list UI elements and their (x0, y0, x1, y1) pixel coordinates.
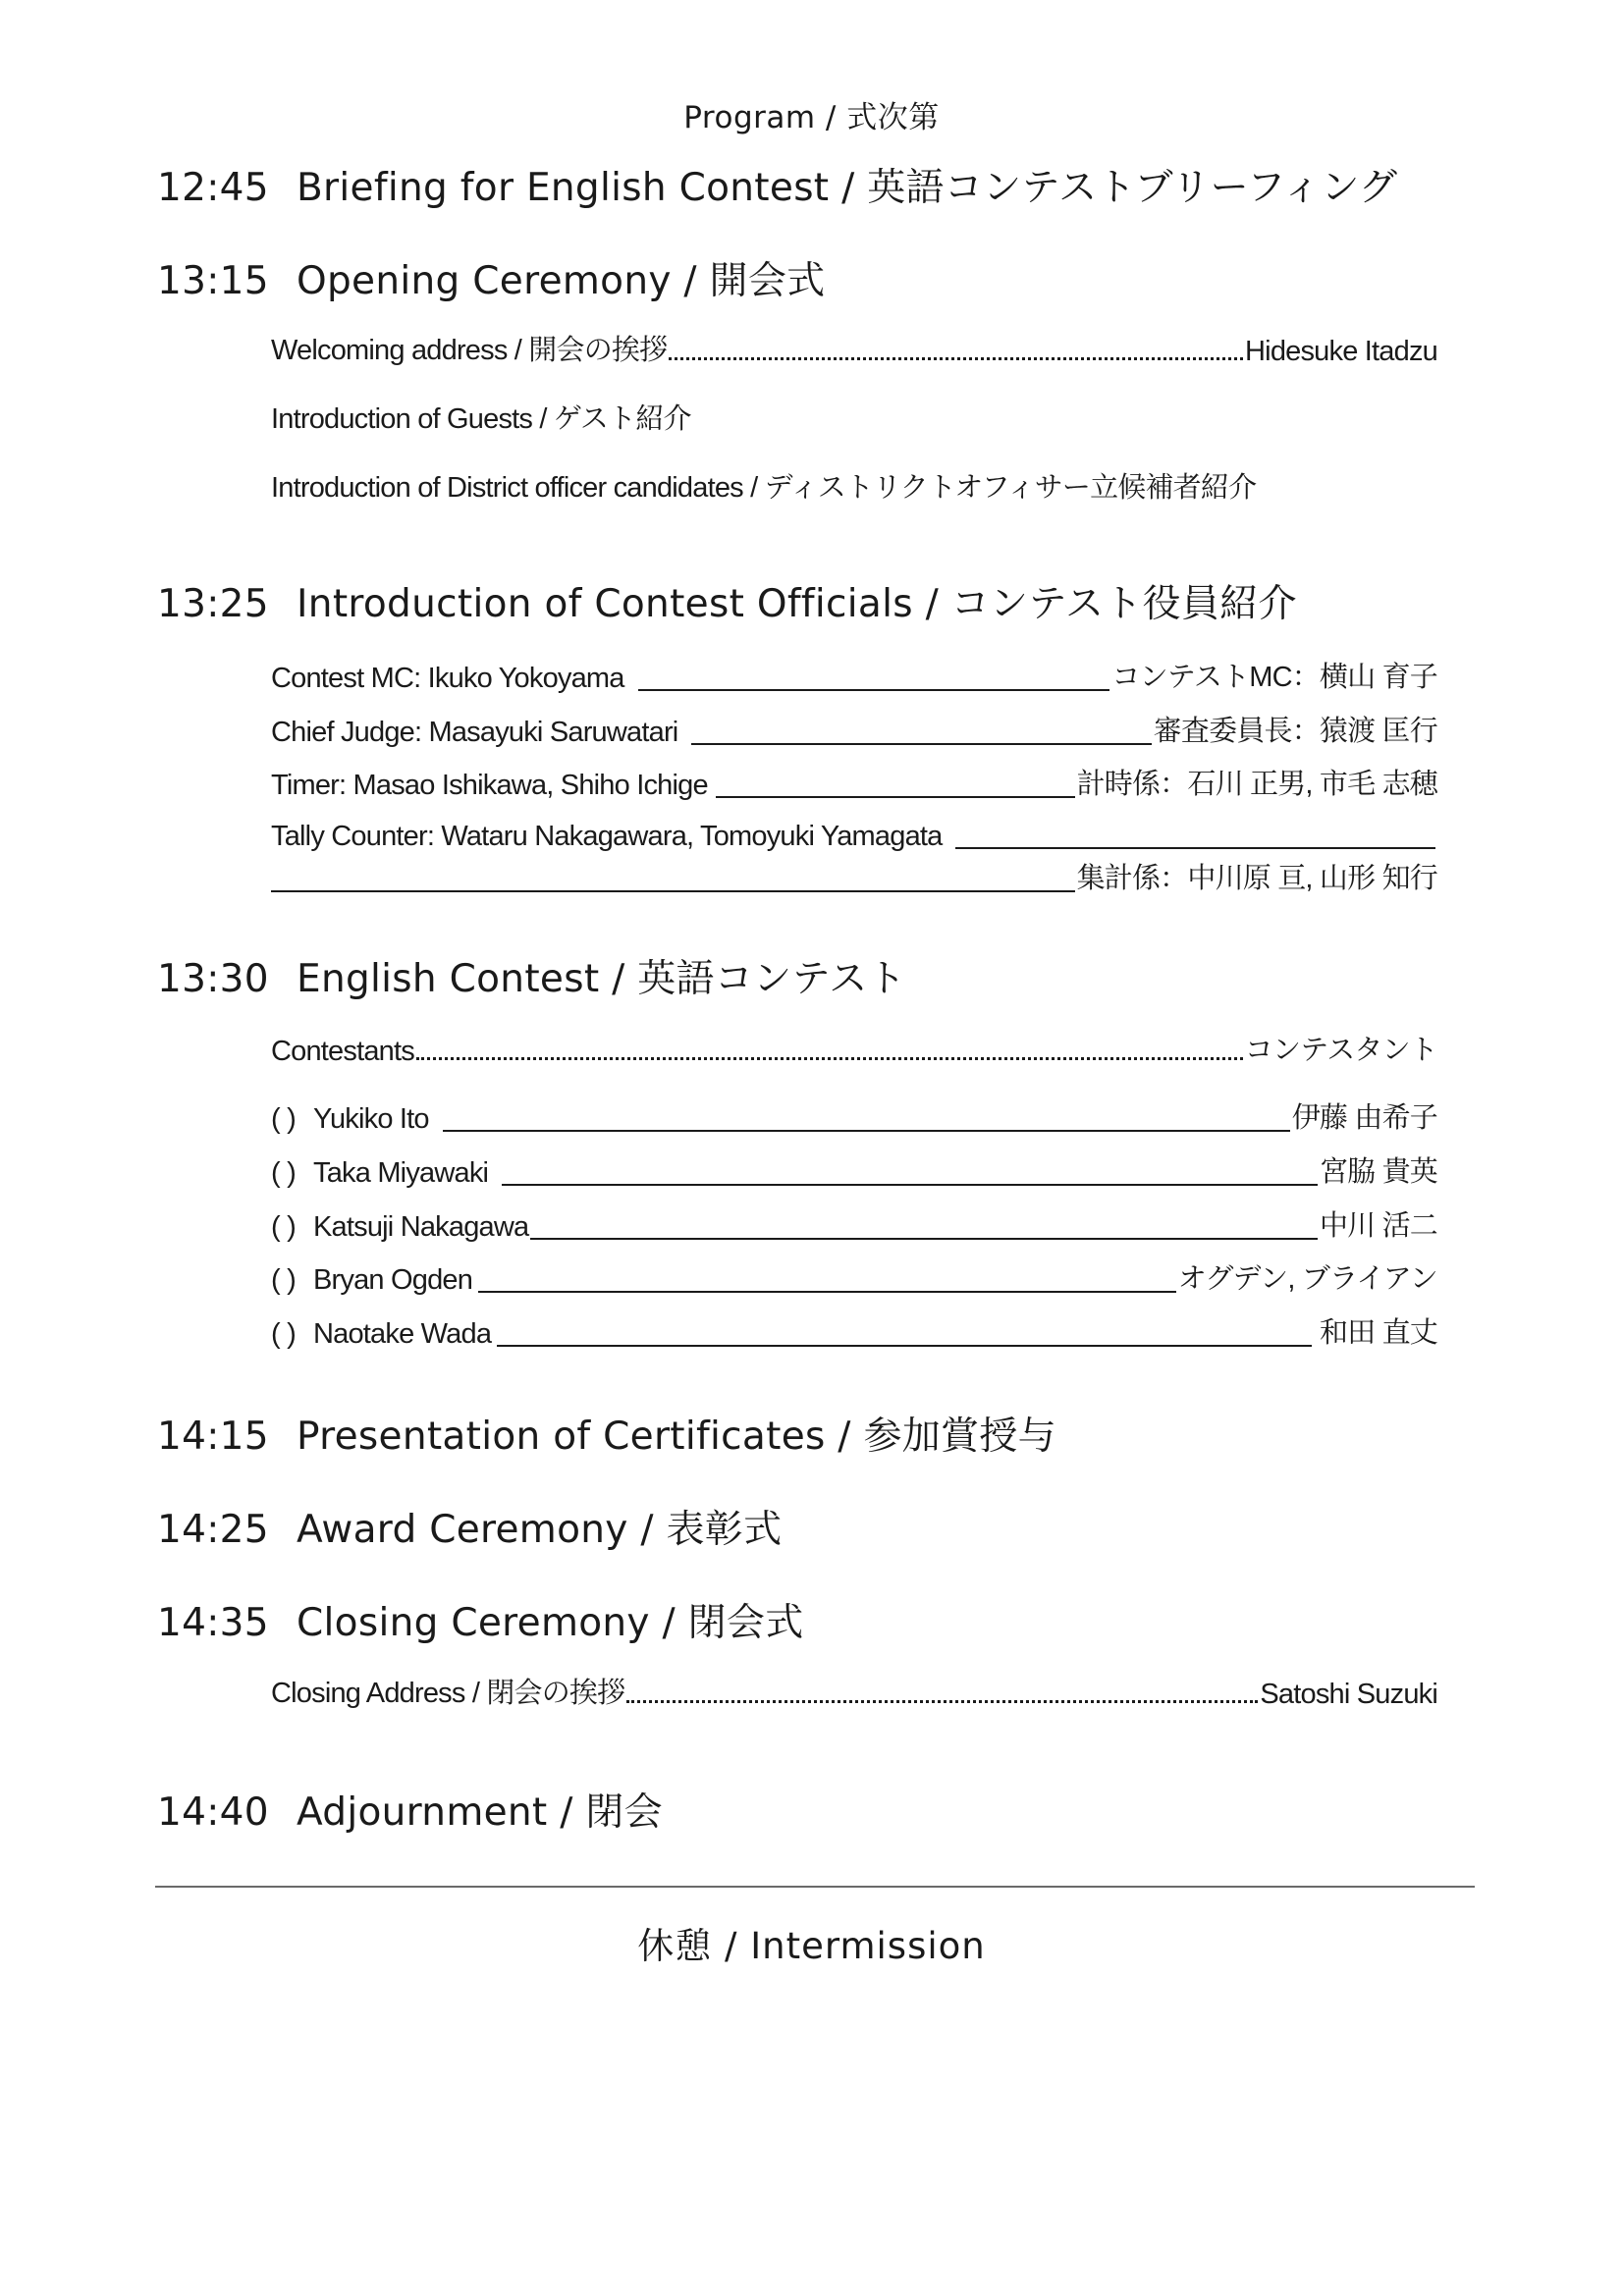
section-time: 13:25 (157, 582, 269, 626)
dot-leader (669, 357, 1243, 360)
rule-leader (955, 847, 1435, 849)
contestant-name-jp: 和田 直丈 (1319, 1317, 1437, 1349)
contestant-row (271, 1096, 1437, 1136)
section-time: 14:25 (157, 1508, 269, 1552)
contestant-name-jp: 中川 活二 (1319, 1210, 1437, 1242)
section-contest-officials (157, 573, 1297, 628)
official-en: Chief Judge: Masayuki Saruwatari (271, 717, 678, 748)
section-adjournment (157, 1782, 663, 1837)
item-label: Introduction of District officer candidates / ディストリクトオフィサー立候補者紹介 (271, 472, 1257, 504)
intermission-label: 休憩 / Intermission (637, 1925, 986, 1967)
closing-address-line (271, 1672, 1437, 1711)
contestant-name: Taka Miyawaki (313, 1157, 489, 1189)
item-label: Introduction of Guests / ゲスト紹介 (271, 403, 691, 435)
item-label: Closing Address / 閉会の挨拶 (271, 1678, 625, 1709)
page-title: Program / 式次第 (683, 100, 940, 135)
rank-blank: ( ) (271, 1318, 296, 1350)
contestants-label: Contestants (271, 1036, 414, 1067)
contestant-row (271, 1311, 1437, 1351)
contestant-name: Naotake Wada (313, 1318, 492, 1350)
section-certificates (157, 1406, 1056, 1461)
contestant-name: Bryan Ogden (313, 1264, 473, 1296)
section-opening-ceremony (157, 250, 825, 305)
rule-leader (502, 1184, 1318, 1186)
section-label: Introduction of Contest Officials / コンテスト役員紹介 (297, 582, 1297, 626)
guests-line (271, 398, 1437, 437)
contestant-row (271, 1150, 1437, 1190)
welcoming-address-line (271, 329, 1437, 368)
rank-blank: ( ) (271, 1211, 296, 1243)
item-person: Satoshi Suzuki (1260, 1679, 1437, 1710)
item-person: Hidesuke Itadzu (1245, 336, 1437, 367)
contestants-label-jp: コンテスタント (1244, 1035, 1437, 1066)
rank-blank: ( ) (271, 1103, 296, 1135)
official-row (271, 763, 1437, 802)
section-time: 13:15 (157, 259, 269, 303)
official-jp: コンテストMC：横山 育子 (1111, 662, 1437, 693)
divider (155, 1886, 1475, 1888)
dot-leader (626, 1700, 1258, 1703)
official-en: Tally Counter: Wataru Nakagawara, Tomoyuki Yamagata (271, 821, 943, 852)
contestant-row (271, 1257, 1437, 1297)
official-row-tally-en (271, 814, 1437, 853)
rule-leader (638, 689, 1110, 691)
official-jp: 審査委員長：猿渡 匡行 (1153, 716, 1437, 747)
section-english-contest (157, 948, 906, 1003)
section-time: 14:40 (157, 1790, 269, 1835)
section-award-ceremony (157, 1499, 782, 1554)
rank-blank: ( ) (271, 1264, 296, 1296)
official-jp: 集計係：中川原 亘, 山形 知行 (1076, 863, 1437, 894)
rule-leader (478, 1291, 1176, 1293)
section-closing-ceremony (157, 1592, 804, 1647)
section-time: 13:30 (157, 957, 269, 1001)
official-row (271, 710, 1437, 749)
rule-leader (443, 1130, 1290, 1132)
official-en: Contest MC: Ikuko Yokoyama (271, 663, 624, 694)
official-row (271, 656, 1437, 695)
contestant-name-jp: 宮脇 貴英 (1319, 1156, 1437, 1188)
contestant-name: Yukiko Ito (313, 1103, 429, 1135)
contestants-header (271, 1029, 1437, 1068)
rank-blank: ( ) (271, 1157, 296, 1189)
rule-leader (271, 890, 1075, 892)
section-label: Adjournment / 閉会 (297, 1790, 663, 1835)
section-time: 14:35 (157, 1601, 269, 1645)
official-row-tally-jp (271, 857, 1437, 896)
section-briefing (157, 157, 1397, 212)
item-label: Welcoming address / 開会の挨拶 (271, 335, 668, 366)
section-label: Opening Ceremony / 開会式 (297, 259, 826, 303)
contestant-name: Katsuji Nakagawa (313, 1211, 529, 1243)
section-time: 12:45 (157, 166, 269, 210)
section-time: 14:15 (157, 1415, 269, 1459)
section-label: Presentation of Certificates / 参加賞授与 (297, 1415, 1056, 1459)
contestant-name-jp: オグデン, ブライアン (1177, 1263, 1437, 1295)
rule-leader (716, 796, 1075, 798)
official-jp: 計時係：石川 正男, 市毛 志穂 (1076, 769, 1437, 800)
section-label: English Contest / 英語コンテスト (297, 957, 906, 1001)
candidates-line (271, 466, 1437, 506)
contestant-row (271, 1204, 1437, 1244)
rule-leader (530, 1238, 1318, 1240)
contestant-name-jp: 伊藤 由希子 (1291, 1102, 1437, 1134)
section-label: Briefing for English Contest / 英語コンテストブリーフィング (297, 166, 1398, 210)
dot-leader (416, 1057, 1243, 1060)
section-label: Award Ceremony / 表彰式 (297, 1508, 783, 1552)
official-en: Timer: Masao Ishikawa, Shiho Ichige (271, 770, 708, 801)
section-label: Closing Ceremony / 閉会式 (297, 1601, 804, 1645)
rule-leader (691, 743, 1151, 745)
rule-leader (497, 1345, 1312, 1347)
